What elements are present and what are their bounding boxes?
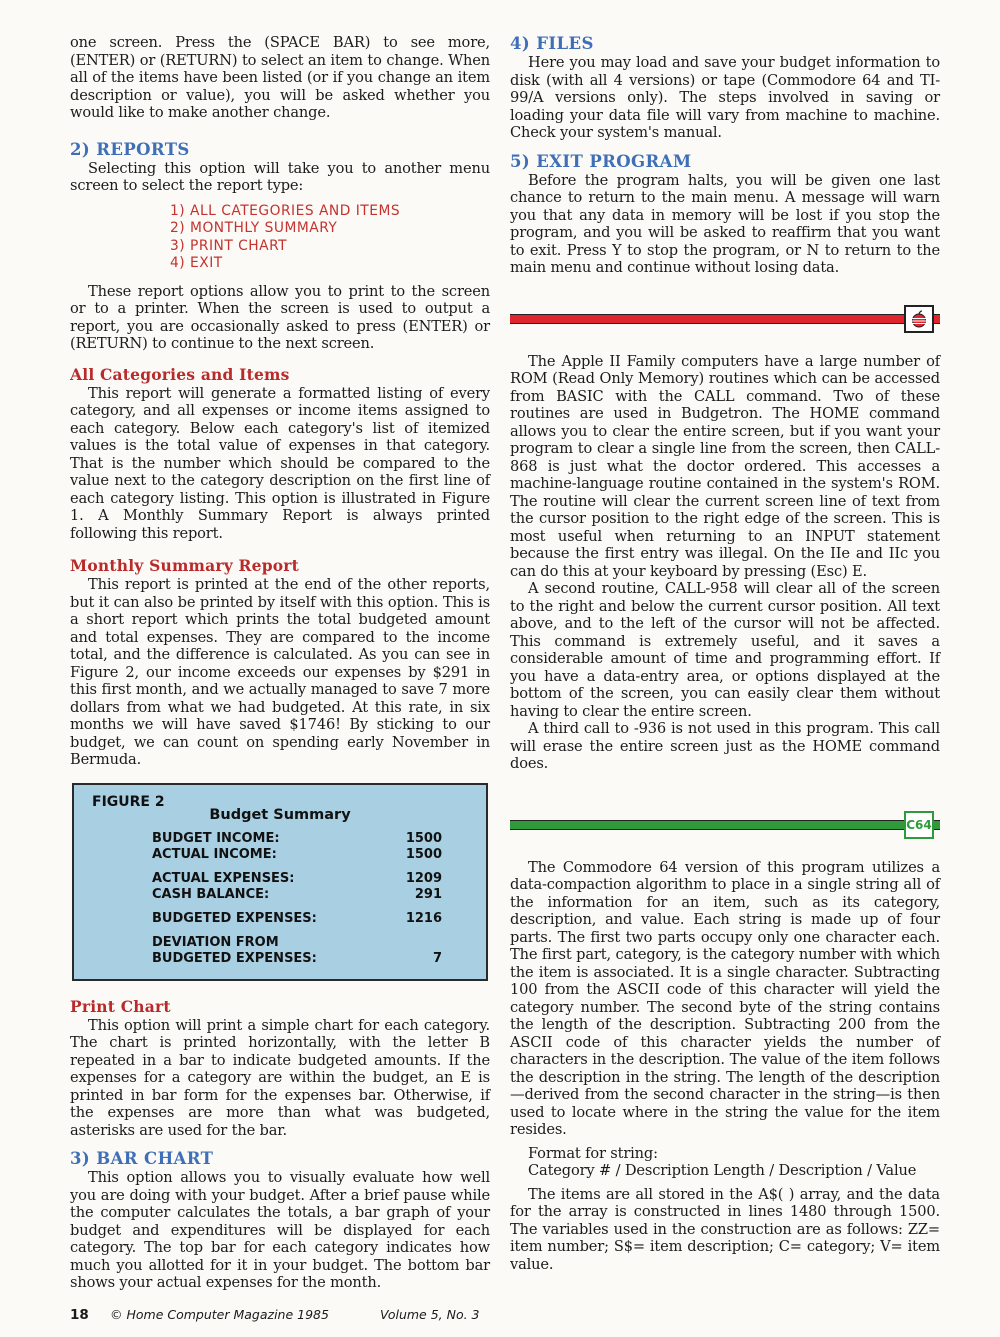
c64-section-divider [510, 811, 940, 837]
monthly-summary-paragraph: This report is printed at the end of the other reports, but it can also be printed by itself with this option. This is a short report which prints the total budgeted amount and total expenses. They are compared to the income total, and the difference is calculated. As you can see in Figure 2, our income exceeds our expenses by $291 in this first month, and we actually managed to save 7 more dollars from what we had budgeted. At this rate, in six months we will have saved $1746! By sticking to our budget, we can count on spending early November in Bermuda. [70, 576, 490, 768]
report-menu-item: 1) ALL CATEGORIES AND ITEMS [170, 202, 401, 219]
reports-paragraph: Selecting this option will take you to another menu screen to select the report type: [70, 159, 490, 194]
exit-program-paragraph: Before the program halts, you will be given one last chance to return to the main menu. A message will warn you that any data in memory will be lost if you stop the program, and you will be asked to reaffirm that you want to exit. Press Y to stop the program, or N to return to the main menu and continue without losing data. [510, 171, 940, 276]
print-chart-paragraph: This option will print a simple chart for each category. The chart is printed horizontally, with the letter B repeated in a bar to indicate budgeted amounts. If the expenses for a category are within the budget, an E is printed in bar form for the expenses bar. Otherwise, if the expenses are more than what was budgeted, asterisks are used for the bar. [70, 1016, 490, 1139]
right-column [510, 34, 940, 1273]
bar-chart-paragraph: This option allows you to visually evaluate how well you are doing with your budget. After a brief pause while the computer calculates the totals, a bar graph of your budget and expenditures will be displayed for each category. The top bar for each category indicates how much you allotted for it in your budget. The bottom bar shows your actual expenses for the month. [70, 1169, 490, 1291]
apple-paragraph-3: A third call to -936 is not used in this program. This call will erase the entire screen just as the HOME command does. [510, 720, 940, 772]
report-menu-item: 4) EXIT [170, 255, 223, 271]
files-paragraph: Here you may load and save your budget information to disk (with all 4 versions) or tape (Commodore 64 and TI-99/A versions only). The steps involved in saving or loading your data file will vary from machine to machine. Check your system's manual. [510, 54, 940, 141]
apple-icon [904, 305, 934, 333]
report-menu-item: 2) MONTHLY SUMMARY [170, 220, 338, 236]
format-label: Format for string: [528, 1144, 658, 1162]
left-column [70, 34, 490, 1292]
monthly-summary-heading: Monthly Summary Report [70, 556, 300, 575]
figure-2-budget-summary: FIGURE 2 Budget Summary BUDGET INCOME: 1500 ACTUAL INCOME: 1500 ACTUAL EXPENSES: 1209 CASH BALANCE: 291 BUDGETED EXPENSES: 1216 DEVIATION FROM BUDGETED EXPENSES: 7 [72, 783, 488, 981]
intro-paragraph: one screen. Press the (SPACE BAR) to see more, (ENTER) or (RETURN) to select an item to change. When all of the items have been listed (or if you change an item description or value), you will be asked whether you would like to make another change. [70, 34, 490, 121]
c64-paragraph-1: The Commodore 64 version of this program utilizes a data-compaction algorithm to place in a single string all of the information for an item, such as its category, description, and value. Each string is made up of four parts. The first two parts occupy only one character each. The first part, category, is the category number with which the item is associated. It is a single character. Subtracting 100 from the ASCII code of this character will yield the category number. The second byte of the string contains the length of the description. Subtracting 200 from the ASCII code of this character yields the number of characters in the description. The value of the item follows the description in the string. The length of the description—derived from the second character in the string—is then used to locate where in the string the value for the item resides. [510, 858, 940, 1138]
files-heading: 4) FILES [510, 34, 594, 53]
all-categories-heading: All Categories and Items [70, 364, 290, 384]
all-categories-paragraph: This report will generate a formatted listing of every category, and all expenses or income items assigned to each category. Below each category's list of itemized values is the total value of expenses in that category. That is the number which should be compared to the value next to the category description on the first line of each category listing. This option is illustrated in Figure 1. A Monthly Summary Report is always printed following this report. [70, 384, 490, 542]
bar-chart-heading: 3) BAR CHART [70, 1149, 214, 1168]
apple-paragraph-2: A second routine, CALL-958 will clear all of the screen to the right and below the current cursor position. All text above, and to the left of the cursor will not be affected. This command is extremely useful, and it saves a considerable amount of time and programming effort. If you have a data-entry area, or options displayed at the bottom of the screen, you can easily clear them without having to clear the entire screen. [510, 580, 940, 720]
footer-credit: © Home Computer Magazine 1985 [110, 1307, 329, 1322]
apple-section-divider [510, 305, 940, 331]
print-chart-heading: Print Chart [70, 996, 171, 1016]
apple-paragraph-1: The Apple II Family computers have a large number of ROM (Read Only Memory) routines which can be accessed from BASIC with the CALL command. Two of these routines are used in Budgetron. The HOME command allows you to clear the entire screen, but if you want your program to clear a single line from the screen, then CALL-868 is just what the doctor ordered. This accesses a machine-language routine contained in the system's ROM. The routine will clear the current screen line of text from the cursor position to the right edge of the screen. This is most useful when returning to an INPUT statement because the first entry was illegal. On the IIe and IIc you can do this at your keyboard by pressing (Esc) E. [510, 352, 940, 580]
footer-volume: Volume 5, No. 3 [380, 1307, 480, 1322]
c64-divider-bar [510, 820, 940, 830]
apple-divider-bar [510, 314, 940, 324]
report-menu-item: 3) PRINT CHART [170, 237, 288, 254]
page-number: 18 [70, 1307, 89, 1323]
exit-program-heading: 5) EXIT PROGRAM [510, 151, 692, 171]
report-menu-list [170, 203, 490, 273]
reports-heading: 2) REPORTS [70, 139, 190, 159]
figure-label: FIGURE 2 [92, 793, 165, 810]
commodore-64-icon: C64 [904, 811, 934, 839]
format-value: Category # / Description Length / Description / Value [528, 1162, 917, 1179]
figure-title: Budget Summary [209, 806, 351, 823]
reports-paragraph-2: These report options allow you to print to the screen or to a printer. When the screen is used to output a report, you are occasionally asked to press (ENTER) or (RETURN) to continue to the next screen. [70, 282, 490, 352]
c64-paragraph-2: The items are all stored in the A$( ) array, and the data for the array is constructed in lines 1480 through 1500. The variables used in the construction are as follows: ZZ= item number; S$= item description; C= category; V= item value. [510, 1185, 940, 1273]
